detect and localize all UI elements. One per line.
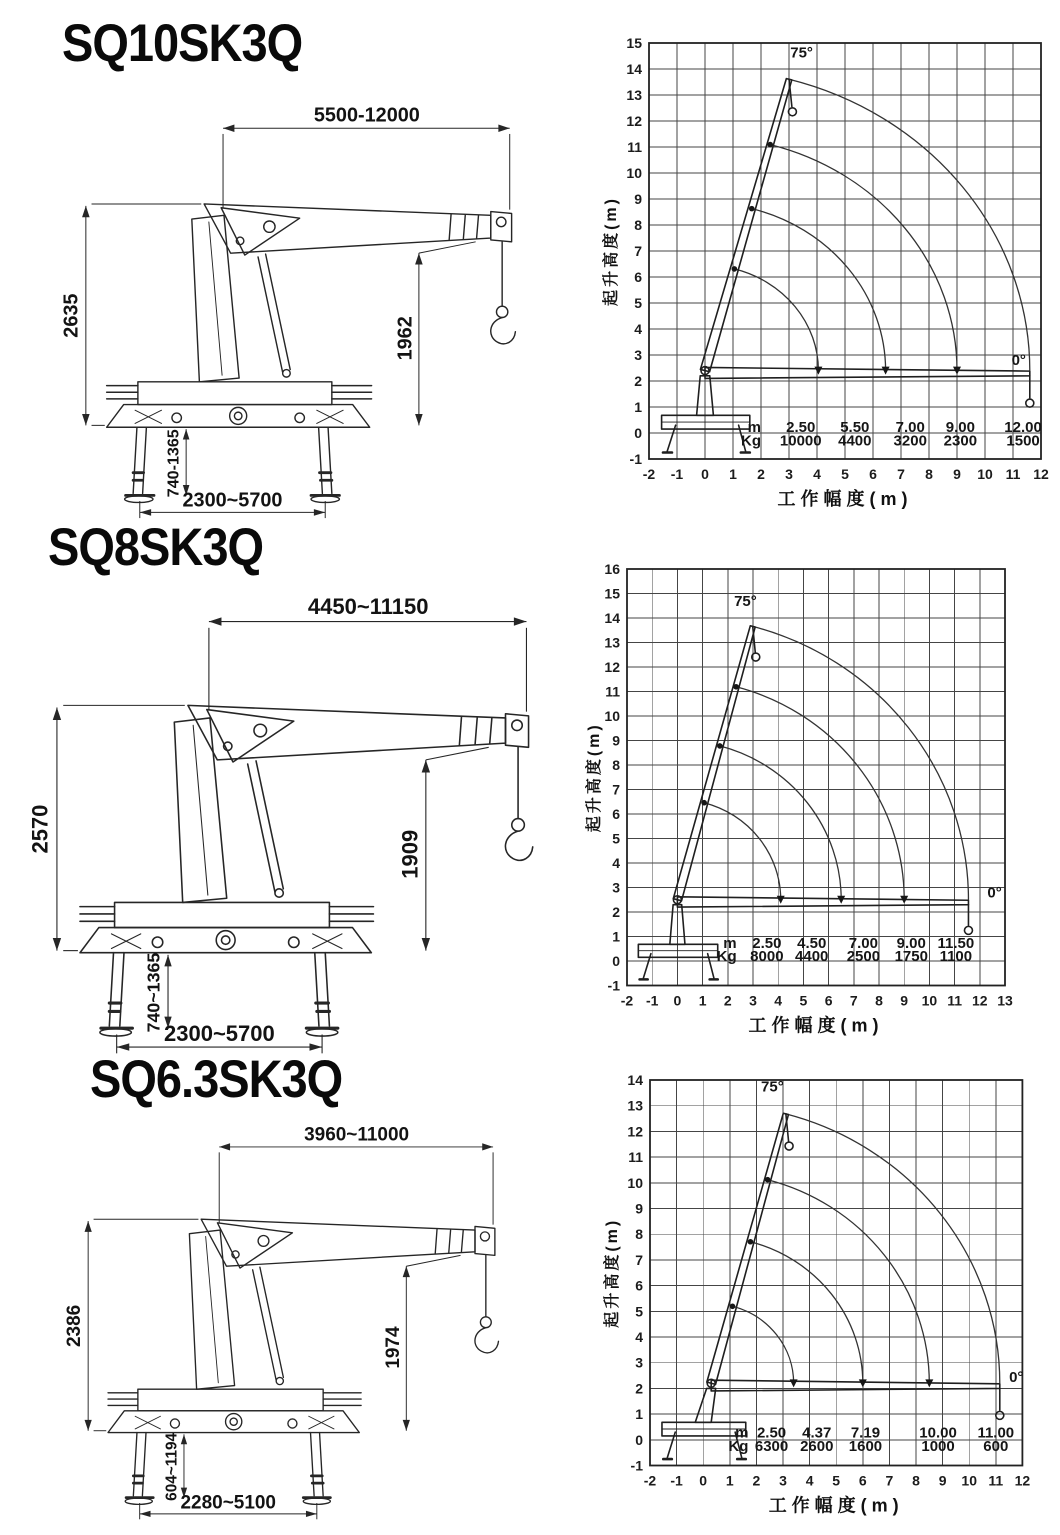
y-tick-label: 7 [635, 1251, 643, 1268]
x-tick-label: 2 [723, 992, 732, 1009]
base-frame [80, 902, 373, 952]
radius-value: 4.37 [802, 1424, 832, 1442]
load-chart-svg [603, 1053, 1060, 1530]
working-range-arc [786, 1114, 1000, 1383]
y-tick-label: 12 [604, 659, 620, 675]
y-tick-label: 15 [604, 585, 620, 602]
working-range-arc [768, 1180, 930, 1384]
outrigger-leg-range-dim-label: 740~1365 [143, 952, 164, 1033]
y-tick-label: 11 [628, 1149, 643, 1166]
overall-height-dim-label: 2570 [27, 804, 53, 854]
working-range-arc [752, 209, 886, 371]
boom-underside-height-dim-label: 1962 [394, 316, 417, 361]
y-axis-title: 起升高度(m) [586, 722, 603, 833]
dimension-lines [85, 1143, 494, 1519]
y-tick-label: 10 [627, 1174, 643, 1191]
crane-column [695, 1388, 715, 1422]
x-tick-label: 1 [698, 992, 707, 1009]
hook-icon [475, 1328, 499, 1353]
radius-value: 7.00 [895, 418, 925, 436]
x-tick-label: 7 [897, 466, 905, 482]
y-tick-label: 7 [634, 243, 642, 259]
max-angle-label: 75° [734, 592, 757, 610]
y-axis-title: 起升高度(m) [604, 1217, 621, 1328]
raised-boom-joint-marker [748, 1239, 754, 1245]
working-range-arcs [733, 1114, 1000, 1383]
radius-value: 11.00 [977, 1424, 1015, 1442]
hook-block [496, 306, 507, 317]
y-tick-label: 3 [634, 347, 642, 363]
x-tick-label: 5 [799, 992, 808, 1009]
y-tick-label: 10 [604, 708, 620, 724]
capacity-value: 8000 [750, 948, 784, 965]
capacity-value: 1000 [921, 1438, 955, 1456]
extended-boom [677, 897, 968, 907]
radius-value: 7.19 [850, 1424, 881, 1442]
radius-value: 2.50 [756, 1424, 787, 1442]
boom-assembly [201, 1219, 498, 1353]
x-tick-label: 3 [785, 466, 793, 482]
min-angle-label: 0° [1011, 351, 1026, 369]
raised-boom-joint-marker [749, 206, 755, 212]
radius-value: 9.00 [896, 935, 926, 953]
load-chart-sq8sk3q [585, 548, 1060, 1053]
x-tick-label: 2 [757, 466, 765, 482]
extended-boom-joint-marker [814, 367, 822, 375]
x-tick-label: 3 [749, 992, 757, 1009]
boom-span-dim-label: 3960~11000 [304, 1124, 410, 1146]
crane-drawing-svg [15, 588, 560, 1060]
y-tick-label: 4 [634, 321, 642, 337]
y-tick-label: 14 [627, 1072, 643, 1088]
boom-span-dim-label: 4450~11150 [307, 594, 429, 620]
outrigger-span-dim-label: 2280~5100 [180, 1492, 276, 1514]
capacity-value: 1750 [894, 948, 928, 965]
y-tick-label: 5 [612, 830, 620, 847]
boom-span-dim-label: 5500-12000 [313, 104, 420, 127]
x-tick-label: 8 [912, 1472, 920, 1489]
x-tick-label: 12 [1014, 1472, 1031, 1489]
working-range-arc [720, 746, 841, 900]
outrigger-leg-range-dim-label: 740-1365 [164, 429, 183, 498]
capacity-value: 4400 [838, 432, 872, 450]
x-tick-label: -2 [642, 466, 656, 482]
model-title-sq63sk3q: SQ6.3SK3Q [90, 1048, 343, 1108]
y-tick-label: 1 [612, 928, 620, 945]
boom-end-hook-icon [964, 926, 972, 934]
x-tick-label: -2 [620, 992, 634, 1009]
x-tick-label: 9 [900, 992, 909, 1009]
x-tick-label: 0 [701, 466, 709, 482]
radius-value: 10.00 [919, 1424, 957, 1442]
y-tick-label: 3 [612, 879, 620, 896]
working-range-arc [733, 1306, 794, 1383]
crane-silhouette [638, 626, 972, 980]
angle-labels [790, 44, 1026, 369]
load-chart-svg [585, 548, 1060, 1048]
capacity-value: 1600 [848, 1438, 883, 1456]
grid [650, 1080, 1022, 1466]
outrigger-span-dim-label: 2300~5700 [182, 489, 283, 512]
x-tick-label: 5 [841, 466, 849, 482]
x-tick-label: 9 [938, 1472, 947, 1489]
capacity-value: 10000 [779, 432, 822, 450]
load-table [717, 935, 975, 965]
capacity-value: 6300 [754, 1438, 789, 1456]
x-tick-label: 6 [858, 1472, 867, 1489]
x-tick-label: 4 [813, 466, 821, 482]
raised-boom-joint-marker [732, 266, 738, 272]
y-tick-label: 12 [626, 113, 642, 129]
x-tick-label: 13 [997, 992, 1013, 1009]
raised-boom-joint-marker [733, 684, 739, 690]
x-tick-label: -1 [670, 1472, 683, 1489]
extended-boom-joint-marker [859, 1379, 867, 1387]
x-tick-label: 11 [988, 1472, 1004, 1489]
y-tick-label: 9 [612, 732, 620, 749]
y-tick-label: 3 [635, 1354, 643, 1371]
boom-assembly [188, 705, 533, 860]
x-tick-label: 6 [824, 992, 833, 1009]
y-tick-label: 5 [634, 295, 642, 311]
y-tick-label: -1 [629, 451, 642, 467]
raised-boom-joint-marker [765, 1177, 771, 1183]
boom-assembly [204, 204, 515, 344]
x-tick-label: 0 [699, 1472, 708, 1489]
outrigger-span-dim-label: 2300~5700 [164, 1020, 275, 1046]
x-tick-label: -1 [670, 466, 684, 482]
load-chart-svg [600, 25, 1060, 515]
x-axis-title: 工作幅度(m) [748, 1015, 884, 1036]
load-chart-sq63sk3q [603, 1053, 1060, 1535]
hook-icon [505, 831, 532, 860]
y-tick-label: 8 [635, 1226, 643, 1243]
y-tick-label: 1 [635, 1406, 643, 1423]
boom-end-hook-icon [996, 1411, 1004, 1419]
x-tick-label: 10 [977, 466, 993, 482]
angle-labels [734, 593, 1002, 902]
tip-hook-icon [788, 108, 796, 116]
radius-row-label: m [735, 1424, 749, 1442]
x-tick-label: 1 [729, 466, 737, 482]
raised-boom-joint-marker [767, 142, 773, 148]
radius-value: 7.00 [848, 935, 878, 953]
extended-boom-joint-marker [882, 367, 890, 375]
load-table [741, 419, 1042, 450]
boom-underside-height-dim-label: 1909 [397, 829, 423, 879]
boom-underside-height-dim-label: 1974 [383, 1326, 405, 1369]
boom-end-hook-icon [1026, 399, 1034, 407]
x-tick-label: 1 [725, 1472, 734, 1489]
dimension-labels [60, 105, 420, 512]
working-range-arc [750, 1242, 862, 1383]
x-tick-label: 4 [774, 992, 783, 1009]
y-axis-title: 起升高度(m) [603, 196, 620, 306]
capacity-value: 3200 [893, 432, 927, 450]
radius-value: 12.00 [1004, 418, 1042, 436]
raised-boom-joint-marker [717, 743, 723, 749]
y-tick-label: 9 [634, 191, 642, 207]
capacity-value: 2600 [800, 1438, 834, 1456]
crane-drawing-sq8sk3q [15, 588, 560, 1060]
y-tick-label: 2 [635, 1380, 643, 1397]
x-tick-label: 4 [805, 1472, 814, 1489]
x-tick-label: 5 [832, 1472, 841, 1489]
y-tick-label: 14 [626, 61, 642, 77]
crane-drawing-sq63sk3q [52, 1118, 522, 1525]
y-tick-label: 4 [635, 1329, 643, 1345]
x-tick-label: 8 [875, 992, 883, 1009]
y-tick-label: 2 [634, 373, 642, 389]
radius-row-label: m [723, 935, 737, 953]
pillar-and-cylinder [174, 718, 283, 902]
x-tick-label: 11 [1005, 466, 1021, 482]
min-angle-label: 0° [987, 884, 1002, 902]
x-tick-label: 10 [921, 992, 938, 1009]
hook-block [480, 1317, 491, 1328]
capacity-value: 1500 [1006, 432, 1040, 450]
x-axis-title: 工作幅度(m) [768, 1495, 904, 1516]
y-tick-label: -1 [607, 977, 620, 994]
crane-drawing-svg [52, 1118, 522, 1525]
outrigger-leg-range-dim-label: 604~1194 [163, 1432, 181, 1501]
y-tick-label: 11 [605, 683, 620, 700]
y-tick-label: 14 [604, 610, 620, 626]
extended-boom-joint-marker [837, 896, 845, 904]
y-tick-label: 5 [635, 1303, 643, 1320]
extended-boom [711, 1380, 1000, 1391]
raised-boom [707, 1113, 789, 1384]
angle-labels [761, 1079, 1023, 1386]
hook-icon [491, 318, 516, 344]
capacity-value: 600 [983, 1438, 1009, 1456]
x-tick-label: 6 [869, 466, 877, 482]
model-title-sq8sk3q: SQ8SK3Q [48, 516, 264, 576]
dimension-labels [27, 594, 428, 1046]
capacity-value: 4400 [795, 948, 829, 965]
y-tick-label: 0 [612, 953, 620, 969]
radius-value: 9.00 [945, 418, 975, 436]
base-frame [107, 382, 372, 427]
crane-drawing-sq10sk3q [48, 98, 540, 524]
raised-boom-joint-marker [730, 1304, 736, 1310]
capacity-value: 2500 [846, 948, 881, 965]
x-tick-label: 3 [779, 1472, 787, 1489]
y-tick-label: 12 [627, 1123, 643, 1140]
x-tick-label: 2 [752, 1472, 761, 1489]
y-tick-label: 16 [604, 561, 620, 577]
extended-boom-joint-marker [790, 1379, 798, 1387]
overall-height-dim-label: 2635 [60, 293, 83, 338]
capacity-row-label: Kg [716, 948, 737, 965]
raised-boom-joint-marker [701, 800, 707, 806]
x-tick-label: -1 [645, 992, 659, 1009]
tip-hook-icon [785, 1142, 793, 1150]
radius-value: 11.50 [937, 935, 975, 953]
working-range-arc [704, 803, 781, 900]
crane-drawing-svg [48, 98, 540, 524]
radius-value: 2.50 [752, 935, 782, 953]
y-tick-label: 1 [634, 399, 642, 415]
y-tick-label: 0 [634, 425, 642, 441]
x-tick-label: 12 [972, 992, 988, 1009]
dimension-labels [64, 1125, 409, 1514]
x-tick-label: 0 [673, 992, 682, 1009]
hook-block [512, 819, 525, 832]
load-chart-sq10sk3q [600, 25, 1060, 520]
x-tick-label: 7 [885, 1472, 894, 1489]
grid [649, 43, 1041, 459]
crane-silhouette [662, 1113, 1004, 1459]
y-tick-label: 13 [626, 87, 642, 103]
y-tick-label: 9 [635, 1200, 643, 1217]
y-tick-label: 8 [612, 757, 620, 773]
extended-boom [705, 367, 1030, 378]
radius-value: 5.50 [840, 418, 870, 436]
x-tick-label: -2 [643, 1472, 657, 1489]
crane-silhouette [662, 79, 1034, 453]
y-tick-label: 0 [635, 1431, 643, 1448]
y-tick-label: 6 [635, 1277, 643, 1294]
x-axis-title: 工作幅度(m) [777, 489, 913, 509]
radius-value: 2.50 [786, 418, 816, 436]
y-tick-label: 6 [634, 269, 642, 285]
dimension-lines [53, 617, 527, 1053]
capacity-row-label: Kg [741, 432, 761, 450]
min-angle-label: 0° [1009, 1368, 1024, 1386]
capacity-row-label: Kg [728, 1438, 749, 1456]
dimension-lines [82, 124, 510, 518]
y-tick-label: 6 [612, 806, 620, 822]
x-tick-label: 9 [953, 466, 961, 482]
y-tick-label: 4 [612, 855, 620, 871]
pillar-and-cylinder [189, 1230, 283, 1389]
y-tick-label: 13 [604, 634, 620, 651]
x-tick-label: 11 [947, 992, 963, 1009]
y-tick-label: 11 [627, 139, 642, 155]
base-frame [108, 1389, 361, 1432]
max-angle-label: 75° [761, 1078, 784, 1096]
max-angle-label: 75° [790, 44, 813, 62]
x-tick-label: 10 [961, 1472, 977, 1489]
capacity-value: 2300 [943, 432, 978, 450]
y-tick-label: 7 [612, 781, 620, 798]
y-tick-label: 13 [627, 1097, 643, 1114]
radius-row-label: m [747, 418, 761, 436]
y-tick-label: 10 [626, 165, 642, 181]
pillar-and-cylinder [192, 215, 290, 382]
x-tick-label: 8 [925, 466, 933, 482]
x-tick-label: 12 [1033, 466, 1049, 482]
y-tick-label: -1 [630, 1457, 643, 1474]
y-tick-label: 8 [634, 217, 642, 233]
overall-height-dim-label: 2386 [64, 1304, 86, 1347]
radius-value: 4.50 [797, 935, 827, 953]
model-title-sq10sk3q: SQ10SK3Q [62, 12, 303, 72]
capacity-value: 1100 [939, 948, 973, 965]
y-tick-label: 15 [626, 35, 642, 51]
x-tick-label: 7 [849, 992, 858, 1009]
y-tick-label: 2 [612, 904, 620, 920]
